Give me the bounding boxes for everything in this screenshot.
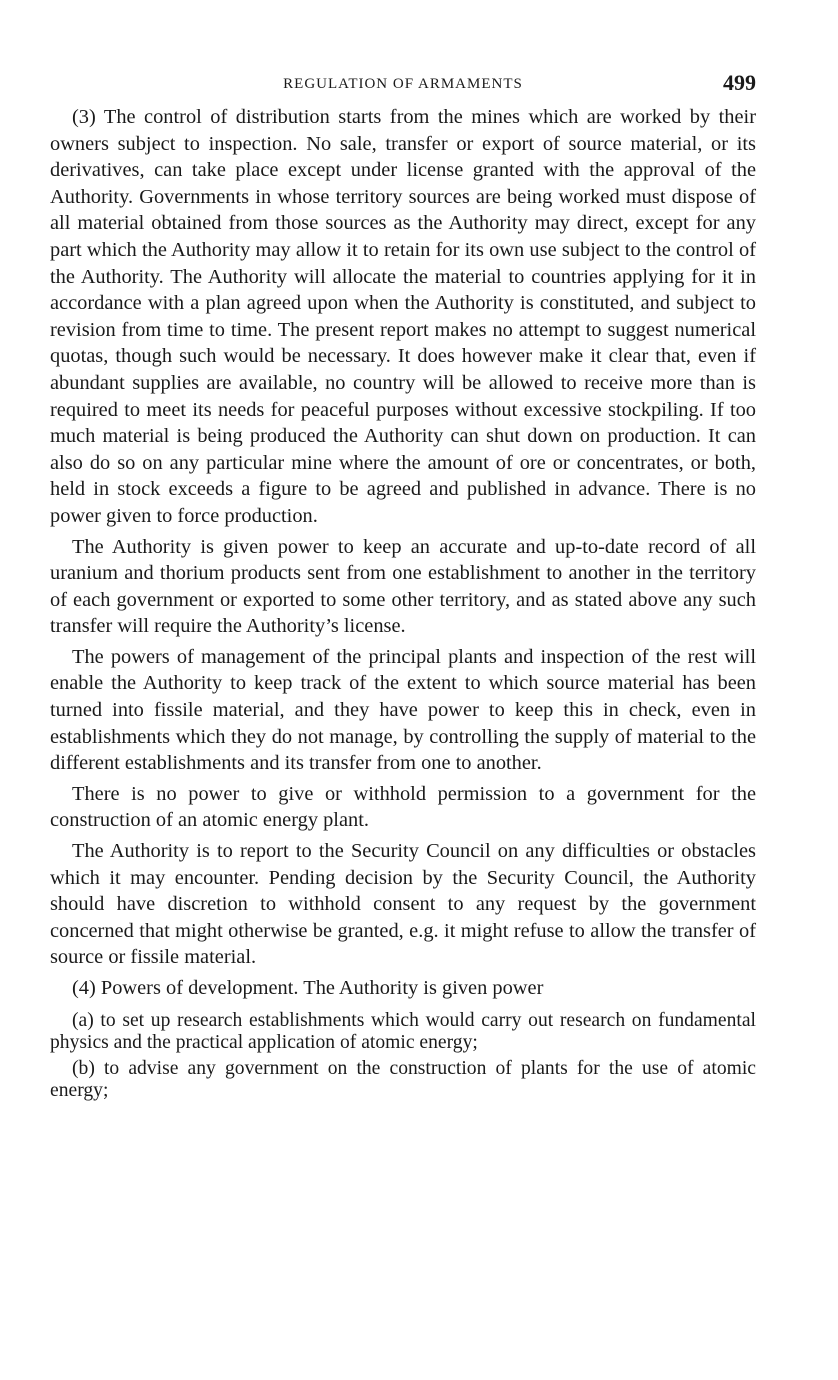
paragraph-powers-of-development: (4) Powers of development. The Authority is given power bbox=[72, 977, 544, 999]
running-head bbox=[50, 70, 756, 104]
paragraph-management-powers: The powers of management of the principal plants and inspection of the rest will enable the Authority to keep track of the extent to which source material has been turned into fissile material, and they have power to keep this in check, even in establishments which they do not manage, by controlling the supply of material to the different establishments and its transfer from one to another. bbox=[50, 645, 756, 775]
paragraph-plant-construction: There is no power to give or withhold permission to a government for the construction of an atomic energy plant. bbox=[50, 782, 756, 832]
paragraph-security-council: The Authority is to report to the Security Council on any difficulties or obstacles which it may encounter. Pending decision by the Security Council, the Authority should have discretion to withhold consent to any request by the government concerned that might otherwise be granted, e.g. it might refuse to allow the transfer of source or fissile material. bbox=[50, 840, 756, 969]
paragraph-distribution-control: (3) The control of distribution starts from the mines which are worked by their owners subject to inspection. No sale, transfer or export of source material, or its derivatives, can take place except under license granted with the approval of the Authority. Governments in whose territory sources are being worked must dispose of all material obtained from those sources as the Authority may direct, except for any part which the Authority may allow it to retain for its own use subject to the control of the Authority. The Authority will allocate the material to countries applying for it in accordance with a plan agreed upon when the Authority is constituted, and subject to revision from time to time. The present report makes no attempt to suggest numerical quotas, though such would be necessary. It does however make it clear that, even if abundant supplies are available, no country will be allowed to receive more than is required to meet its needs for peaceful purposes without excessive stockpiling. If too much material is being produced the Authority can shut down on production. It can also do so on any particular mine where the amount of ore or concentrates, or both, held in stock exceeds a figure to be agreed and published in advance. There is no power given to force production. bbox=[50, 106, 756, 527]
list-item-advise-governments: (b) to advise any government on the construction of plants for the use of atomic energy; bbox=[50, 1057, 756, 1101]
running-title: REGULATION OF ARMAMENTS bbox=[283, 76, 523, 92]
body-text bbox=[50, 104, 756, 1102]
book-page bbox=[50, 70, 756, 1102]
page-number: 499 bbox=[723, 70, 756, 95]
paragraph-record-keeping: The Authority is given power to keep an accurate and up-to-date record of all uranium and thorium products sent from one establishment to another in the territory of each government or exported to some other territory, and as stated above any such transfer will require the Authority’s license. bbox=[50, 535, 756, 638]
list-item-research-establishments: (a) to set up research establishments which would carry out research on fundamental physics and the practical application of atomic energy; bbox=[50, 1009, 756, 1053]
